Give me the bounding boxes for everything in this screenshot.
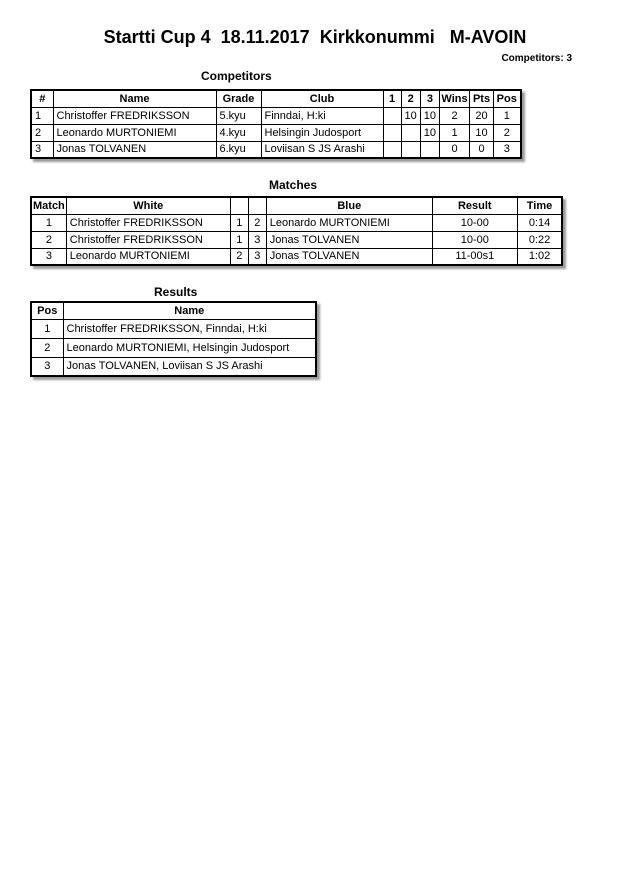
cell-white-name: Christoffer FREDRIKSSON <box>66 231 230 248</box>
cell-name: Leonardo MURTONIEMI <box>53 124 216 141</box>
cell-score-vs-1 <box>383 141 401 158</box>
cell-name: Christoffer FREDRIKSSON <box>53 107 216 124</box>
cell-blue-id: 2 <box>248 214 266 231</box>
cell-score-vs-1 <box>383 124 401 141</box>
cell-score-vs-1 <box>383 107 401 124</box>
match-row <box>31 248 562 265</box>
cell-club: Helsingin Judosport <box>261 124 383 141</box>
competitors-section-heading: Competitors <box>201 69 272 83</box>
cell-grade: 5.kyu <box>216 107 261 124</box>
page-title: Startti Cup 4 18.11.2017 Kirkkonummi M-AVOIN <box>103 27 527 47</box>
cell-grade: 6.kyu <box>216 141 261 158</box>
result-row <box>31 319 316 338</box>
cell-blue-name: Leonardo MURTONIEMI <box>266 214 432 231</box>
results-section-heading: Results <box>154 285 198 299</box>
cell-match-number: 3 <box>31 248 66 265</box>
cell-number: 3 <box>31 141 53 158</box>
cell-white-id: 1 <box>230 231 248 248</box>
cell-pts: 10 <box>470 124 494 141</box>
cell-white-id: 2 <box>230 248 248 265</box>
cell-number: 2 <box>31 124 53 141</box>
competitors-header-row <box>31 90 521 107</box>
matches-col-match: Match <box>31 197 66 214</box>
cell-pos: 2 <box>494 124 521 141</box>
matches-col-blue: Blue <box>266 197 432 214</box>
cell-match-number: 2 <box>31 231 66 248</box>
competitors-col-pos: Pos <box>494 90 521 107</box>
cell-score-vs-3 <box>420 141 439 158</box>
cell-score-vs-2 <box>401 124 420 141</box>
matches-col-blue-id <box>248 197 266 214</box>
competitors-col-pts: Pts <box>470 90 494 107</box>
cell-match-number: 1 <box>31 214 66 231</box>
cell-position: 2 <box>31 338 63 357</box>
cell-result: 10-00 <box>432 231 517 248</box>
results-table <box>30 301 317 377</box>
competitors-col-opp3: 3 <box>420 90 439 107</box>
matches-col-time: Time <box>517 197 562 214</box>
result-row <box>31 338 316 357</box>
cell-blue-name: Jonas TOLVANEN <box>266 248 432 265</box>
cell-time: 0:14 <box>517 214 562 231</box>
competitors-table <box>30 89 522 159</box>
competitors-col-name: Name <box>53 90 216 107</box>
matches-section-heading: Matches <box>269 178 318 192</box>
matches-col-white-id <box>230 197 248 214</box>
cell-score-vs-3: 10 <box>420 107 439 124</box>
matches-col-white: White <box>66 197 230 214</box>
cell-competitor: Leonardo MURTONIEMI, Helsingin Judosport <box>63 338 316 357</box>
cell-number: 1 <box>31 107 53 124</box>
cell-competitor: Christoffer FREDRIKSSON, Finndai, H:ki <box>63 319 316 338</box>
results-header-row <box>31 302 316 319</box>
match-row <box>31 231 562 248</box>
competitors-col-number: # <box>31 90 53 107</box>
cell-blue-name: Jonas TOLVANEN <box>266 231 432 248</box>
competitor-row <box>31 141 521 158</box>
matches-col-result: Result <box>432 197 517 214</box>
cell-name: Jonas TOLVANEN <box>53 141 216 158</box>
cell-pts: 20 <box>470 107 494 124</box>
matches-table <box>30 196 563 266</box>
cell-time: 0:22 <box>517 231 562 248</box>
cell-wins: 1 <box>440 124 470 141</box>
competitors-col-grade: Grade <box>216 90 261 107</box>
cell-wins: 2 <box>440 107 470 124</box>
cell-score-vs-2 <box>401 141 420 158</box>
competitors-col-opp1: 1 <box>383 90 401 107</box>
cell-pts: 0 <box>470 141 494 158</box>
results-col-pos: Pos <box>31 302 63 319</box>
cell-competitor: Jonas TOLVANEN, Loviisan S JS Arashi <box>63 357 316 376</box>
cell-blue-id: 3 <box>248 231 266 248</box>
cell-blue-id: 3 <box>248 248 266 265</box>
cell-white-name: Leonardo MURTONIEMI <box>66 248 230 265</box>
cell-time: 1:02 <box>517 248 562 265</box>
competitor-row <box>31 124 521 141</box>
cell-grade: 4.kyu <box>216 124 261 141</box>
cell-pos: 1 <box>494 107 521 124</box>
competitors-col-club: Club <box>261 90 383 107</box>
competitors-col-opp2: 2 <box>401 90 420 107</box>
result-row <box>31 357 316 376</box>
cell-position: 3 <box>31 357 63 376</box>
cell-position: 1 <box>31 319 63 338</box>
cell-white-id: 1 <box>230 214 248 231</box>
cell-score-vs-2: 10 <box>401 107 420 124</box>
competitors-col-wins: Wins <box>440 90 470 107</box>
cell-result: 11-00s1 <box>432 248 517 265</box>
cell-pos: 3 <box>494 141 521 158</box>
cell-white-name: Christoffer FREDRIKSSON <box>66 214 230 231</box>
results-col-name: Name <box>63 302 316 319</box>
cell-club: Loviisan S JS Arashi <box>261 141 383 158</box>
cell-wins: 0 <box>440 141 470 158</box>
matches-header-row <box>31 197 562 214</box>
cell-club: Finndai, H:ki <box>261 107 383 124</box>
competitors-count-label: Competitors: 3 <box>501 53 572 64</box>
cell-result: 10-00 <box>432 214 517 231</box>
match-row <box>31 214 562 231</box>
cell-score-vs-3: 10 <box>420 124 439 141</box>
competitor-row <box>31 107 521 124</box>
